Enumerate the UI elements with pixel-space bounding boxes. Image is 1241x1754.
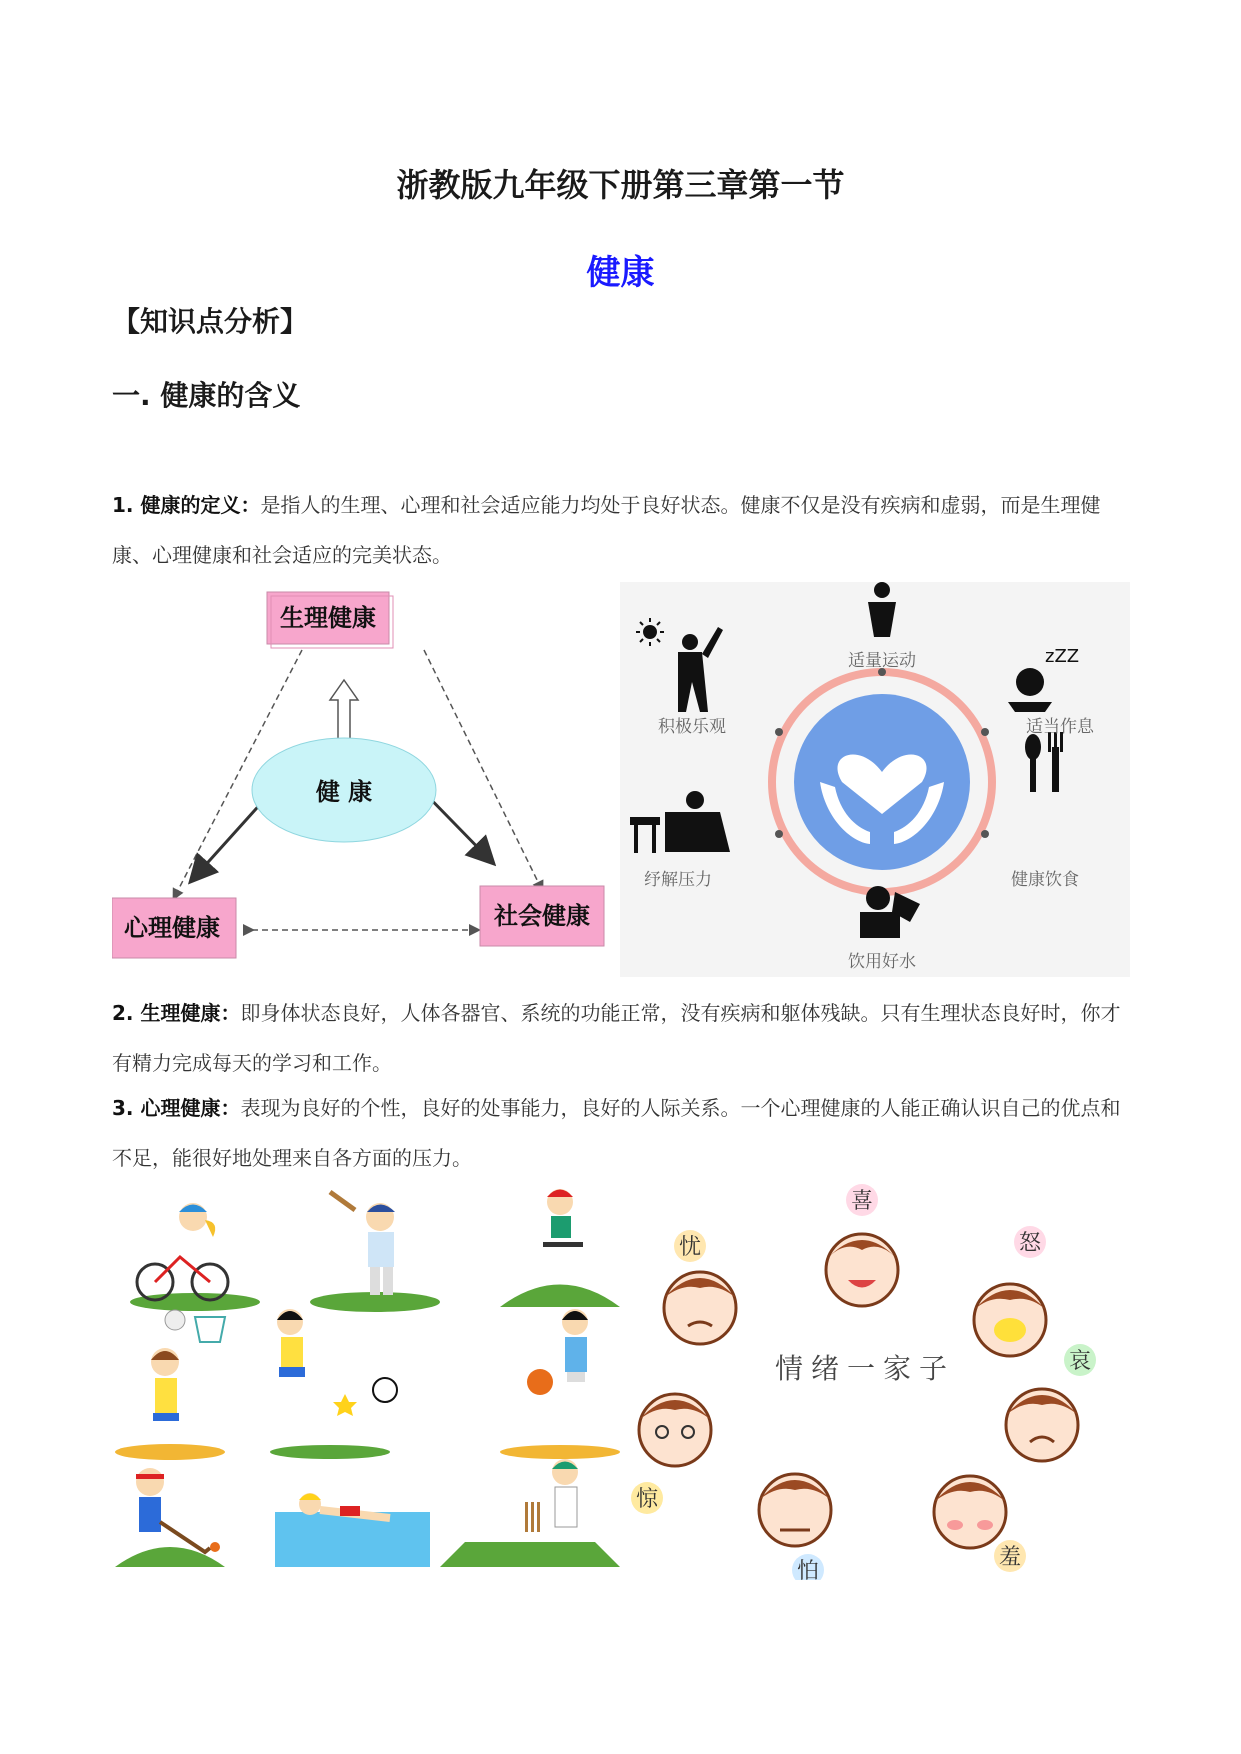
face-sad	[1006, 1389, 1078, 1461]
physical-text: 即身体状态良好，人体各器官、系统的功能正常，没有疾病和躯体残缺。只有生理状态良好时，你才有精力完成每天的学习和工作。	[112, 1001, 1121, 1075]
physical-label: 2. 生理健康：	[112, 1001, 241, 1025]
badge-shy: 羞	[998, 1545, 1022, 1570]
badge-surprised: 惊	[635, 1487, 659, 1512]
face-happy	[826, 1234, 898, 1306]
face-surprised	[639, 1394, 711, 1466]
definition-label: 1. 健康的定义：	[112, 493, 261, 517]
box-social-label: 社会健康	[494, 902, 590, 930]
face-worried	[664, 1272, 736, 1344]
definition-text: 是指人的生理、心理和社会适应能力均处于良好状态。健康不仅是没有疾病和虚弱，而是生理健康、心理健康和社会适应的完美状态。	[112, 493, 1101, 567]
label-rest: 适当作息	[1026, 717, 1094, 737]
face-shy	[934, 1476, 1006, 1548]
badge-afraid: 怕	[796, 1559, 820, 1580]
label-optimistic: 积极乐观	[658, 717, 726, 737]
badge-worried: 忧	[678, 1235, 702, 1260]
box-mental-label: 心理健康	[124, 914, 220, 942]
skateboard-cartoon	[500, 1189, 620, 1307]
emotions-family-image	[630, 1180, 1130, 1580]
face-angry	[974, 1284, 1046, 1356]
soccer-cartoon	[270, 1309, 397, 1459]
page-subtitle: 健康	[586, 253, 655, 293]
part1-heading: 一. 健康的含义	[112, 379, 301, 412]
paragraph-physical	[112, 988, 1132, 1088]
basketball-cartoon	[500, 1309, 620, 1459]
badge-sad: 哀	[1068, 1349, 1092, 1374]
face-afraid	[759, 1474, 831, 1546]
badge-angry: 怒	[1018, 1231, 1042, 1256]
svg-text:zZZ: zZZ	[1045, 646, 1080, 667]
hockey-cartoon	[115, 1468, 225, 1567]
health-triangle-diagram	[112, 580, 612, 970]
baseball-cartoon	[310, 1192, 440, 1312]
cricket-cartoon	[440, 1459, 620, 1567]
up-arrow	[330, 680, 358, 740]
label-diet: 健康饮食	[1011, 870, 1079, 890]
label-stress: 纾解压力	[644, 870, 712, 890]
badge-happy: 喜	[850, 1189, 874, 1214]
knowledge-heading: 【知识点分析】	[112, 305, 309, 338]
emotions-title: 情绪一家子	[774, 1352, 956, 1385]
paragraph-mental	[112, 1083, 1132, 1183]
mental-label: 3. 心理健康：	[112, 1096, 241, 1120]
box-physical-label: 生理健康	[280, 604, 376, 632]
paragraph-definition	[112, 480, 1132, 580]
center-label: 健 康	[315, 778, 373, 806]
sports-cartoon-grid	[115, 1182, 627, 1578]
volleyball-cartoon	[115, 1310, 225, 1460]
page-title: 浙教版九年级下册第三章第一节	[396, 166, 845, 204]
cycling-cartoon	[130, 1203, 260, 1311]
label-exercise: 适量运动	[848, 651, 916, 671]
mental-text: 表现为良好的个性，良好的处事能力，良好的人际关系。一个心理健康的人能正确认识自己的优点和不足，能很好地处理来自各方面的压力。	[112, 1096, 1121, 1170]
swimming-cartoon	[275, 1493, 430, 1567]
label-water: 饮用好水	[848, 952, 916, 972]
health-wheel-image	[620, 582, 1130, 977]
